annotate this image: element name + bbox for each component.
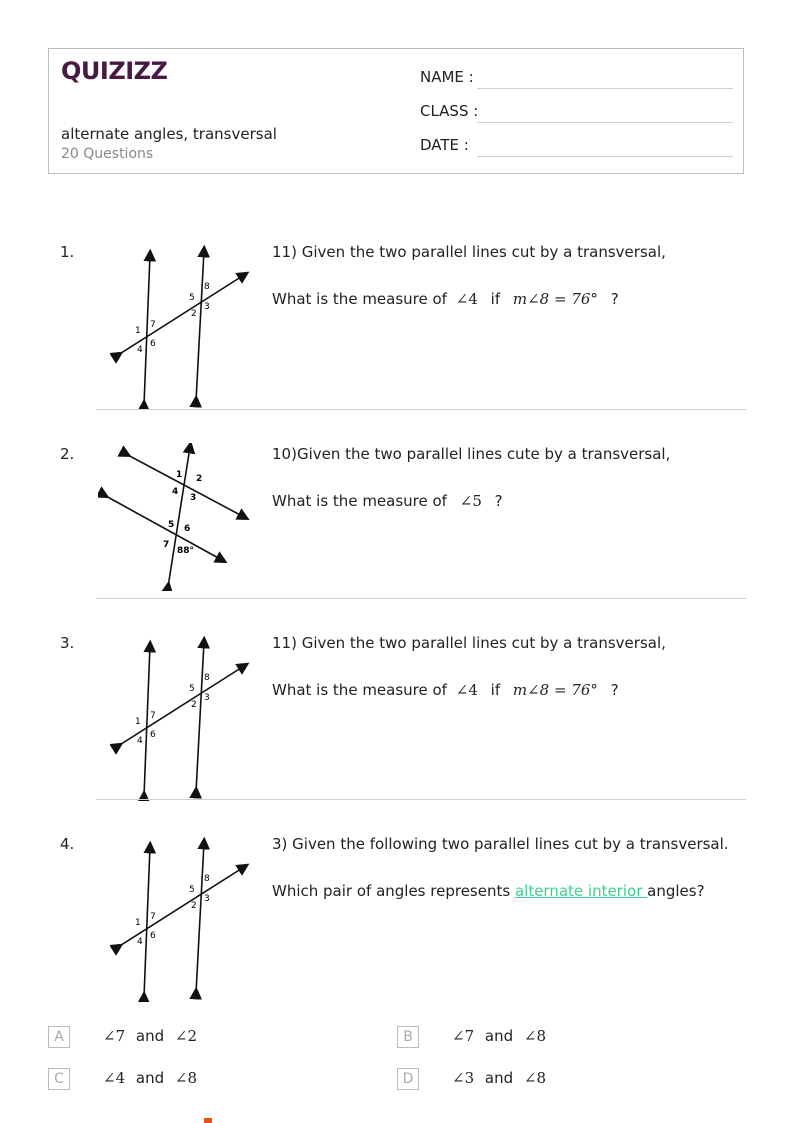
angle-label: 1 [176, 470, 183, 480]
angle-label: 8 [204, 874, 210, 884]
angle-label: 7 [150, 912, 156, 922]
question-prompt [272, 290, 619, 308]
cutoff-mark [204, 1118, 212, 1123]
parallel-lines-diagram [110, 636, 250, 801]
name-label: NAME : [420, 68, 474, 86]
option-c-text[interactable] [103, 1069, 197, 1087]
date-line[interactable] [477, 156, 733, 157]
option-a-text[interactable] [103, 1027, 197, 1045]
option-c-box[interactable]: C [48, 1068, 70, 1090]
glossary-link[interactable]: alternate interior [514, 882, 648, 900]
parallel-lines-diagram [110, 837, 250, 1002]
option-angle: ∠4 [103, 1069, 126, 1087]
angle-label: 2 [196, 474, 203, 484]
option-b-box[interactable]: B [397, 1026, 419, 1048]
question-count: 20 Questions [61, 146, 154, 162]
option-and: and [135, 1027, 165, 1045]
angle-label: 3 [204, 894, 210, 904]
date-label: DATE : [420, 136, 469, 154]
question-prompt [272, 882, 705, 900]
question-number: 1. [60, 243, 75, 261]
angle-label: 4 [137, 345, 143, 355]
if-word: if [490, 681, 501, 699]
prompt-text: Which pair of angles represents [272, 882, 511, 900]
option-a-box[interactable]: A [48, 1026, 70, 1048]
option-and: and [135, 1069, 165, 1087]
angle-label: 7 [150, 320, 156, 330]
prompt-text: What is the measure of [272, 290, 447, 308]
angle-label: 2 [191, 901, 197, 911]
angle-label: 2 [191, 700, 197, 710]
prompt-text: What is the measure of [272, 492, 447, 510]
angle-label: 3 [190, 493, 197, 503]
option-angle: ∠2 [174, 1027, 198, 1045]
angle-label: 5 [189, 684, 195, 694]
angle-label: 1 [135, 918, 141, 928]
parallel-lines-diagram [110, 245, 250, 410]
angle-label: 88° [177, 546, 195, 556]
parallel-lines-diagram [98, 443, 253, 591]
angle-label: 3 [204, 693, 210, 703]
question-intro: 11) Given the two parallel lines cut by a transversal, [272, 243, 666, 261]
quizizz-logo: QUIZIZZ [61, 57, 168, 85]
angle-label: 6 [150, 931, 156, 941]
angle-label: 5 [189, 293, 195, 303]
angle-math: ∠4 [455, 681, 478, 699]
angle-label: 7 [163, 540, 170, 550]
angle-label: 3 [204, 302, 210, 312]
option-and: and [484, 1027, 514, 1045]
option-angle: ∠3 [452, 1069, 475, 1087]
condition-math: m∠8 = 76° [512, 290, 598, 308]
name-line[interactable] [477, 88, 733, 89]
angle-label: 2 [191, 309, 197, 319]
question-mark: ? [494, 492, 503, 510]
option-b-text[interactable] [452, 1027, 546, 1045]
question-mark: ? [610, 290, 619, 308]
question-intro: 10)Given the two parallel lines cute by a transversal, [272, 445, 671, 463]
condition-math: m∠8 = 76° [512, 681, 598, 699]
angle-label: 7 [150, 711, 156, 721]
angle-label: 4 [172, 487, 179, 497]
option-angle: ∠8 [523, 1027, 547, 1045]
if-word: if [490, 290, 501, 308]
angle-label: 1 [135, 717, 141, 727]
option-angle: ∠7 [103, 1027, 126, 1045]
angle-math: ∠4 [455, 290, 478, 308]
class-line[interactable] [477, 122, 733, 123]
class-label: CLASS : [420, 102, 479, 120]
question-number: 2. [60, 445, 75, 463]
question-prompt [272, 492, 503, 510]
question-mark: ? [610, 681, 619, 699]
option-angle: ∠8 [174, 1069, 198, 1087]
option-d-box[interactable]: D [397, 1068, 419, 1090]
angle-label: 1 [135, 326, 141, 336]
question-number: 4. [60, 835, 75, 853]
angle-label: 8 [204, 282, 210, 292]
angle-label: 5 [189, 885, 195, 895]
angle-label: 6 [184, 524, 191, 534]
angle-label: 6 [150, 730, 156, 740]
option-angle: ∠8 [523, 1069, 547, 1087]
angle-label: 4 [137, 736, 143, 746]
prompt-suffix: angles? [647, 882, 705, 900]
option-angle: ∠7 [452, 1027, 475, 1045]
question-number: 3. [60, 634, 75, 652]
divider [96, 799, 746, 800]
question-intro: 3) Given the following two parallel lines cut by a transversal. [272, 835, 729, 853]
prompt-text: What is the measure of [272, 681, 447, 699]
divider [96, 598, 746, 599]
question-prompt [272, 681, 619, 699]
option-d-text[interactable] [452, 1069, 546, 1087]
angle-label: 6 [150, 339, 156, 349]
worksheet-title: alternate angles, transversal [61, 125, 277, 143]
option-and: and [484, 1069, 514, 1087]
angle-label: 5 [168, 520, 175, 530]
angle-label: 4 [137, 937, 143, 947]
divider [96, 409, 746, 410]
angle-math: ∠5 [459, 492, 482, 510]
angle-label: 8 [204, 673, 210, 683]
question-intro: 11) Given the two parallel lines cut by a transversal, [272, 634, 666, 652]
